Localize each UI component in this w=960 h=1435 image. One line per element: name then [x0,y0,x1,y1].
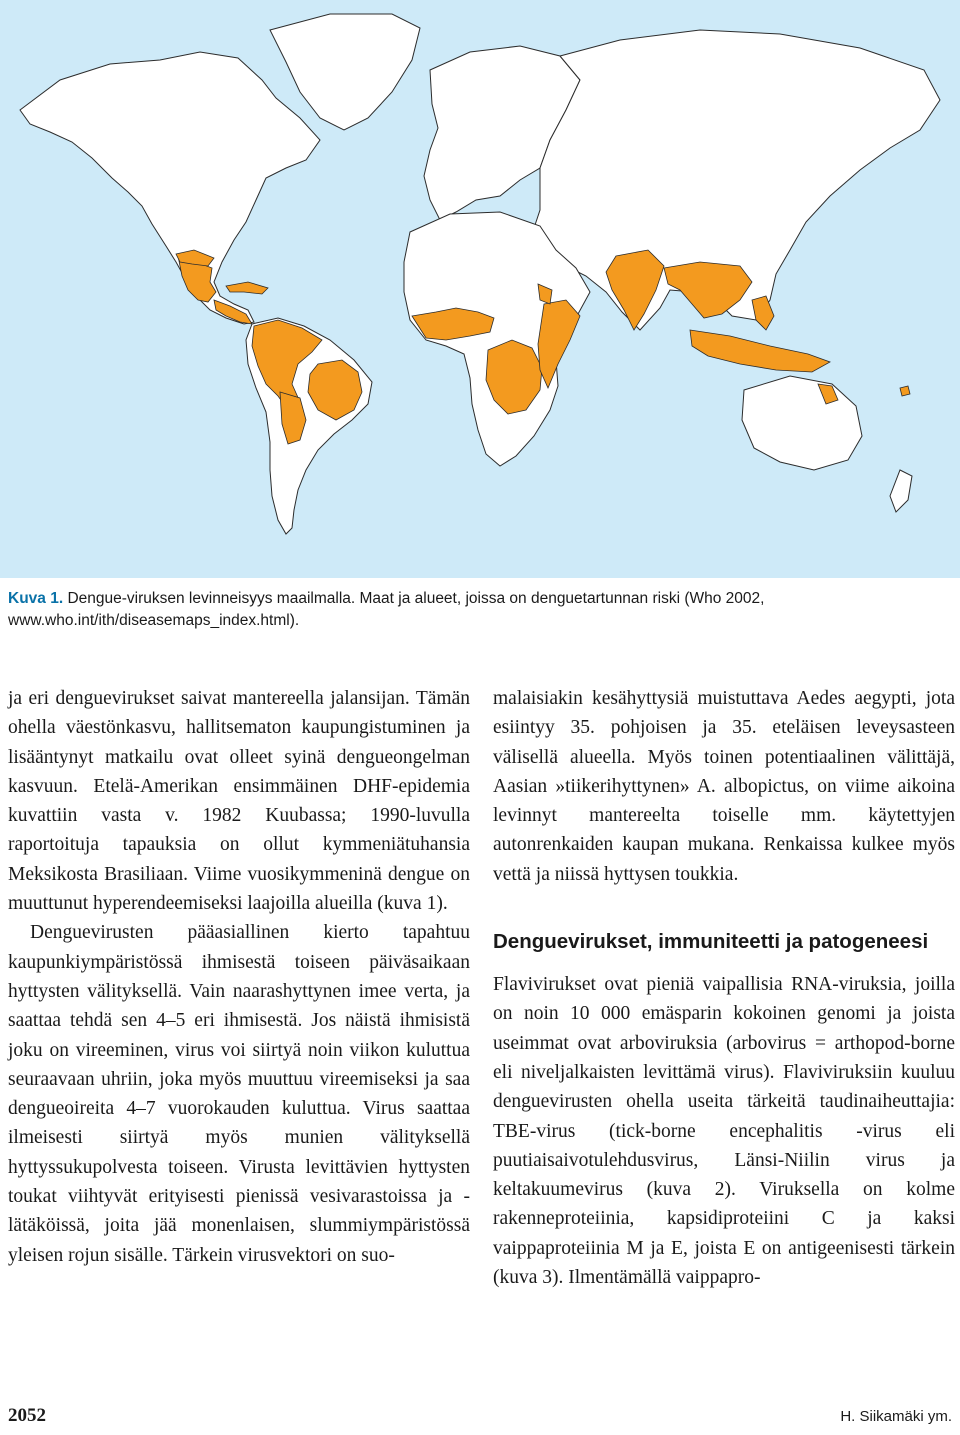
new-zealand-landmass [890,470,912,512]
world-map-panel [0,0,960,578]
right-paragraph-2: Flavivirukset ovat pieniä vaipallisia RNA-viruksia, joilla on noin 10 000 emäsparin kokoinen genomi ja joista useimmat ovat arboviruksia (arbovirus = arthopod-borne eli niveljalkaisten levittämä virus). Flaviviruksiin kuuluu denguevirusten ohella useita tärkeitä taudinaiheuttajia: TBE-virus (tick-borne encephalitis -virus eli puutiaisaivotulehdusvirus, Länsi-Niilin virus ja keltakuumevirus (kuva 2). Viruksella on kolme rakenneproteiinia, kapsidiproteiini C ja kaksi vaippaproteiinia M ja E, joista E on antigeenisesti tärkein (kuva 3). Ilmentämällä vaippapro- [493,974,955,1289]
caption-text: Dengue-viruksen levinneisyys maailmalla. Maat ja alueet, joissa on denguetartunnan riski (Who 2002, www.who.int/ith/diseasemaps_index.html). [8,590,765,629]
indonesia-risk [690,330,830,372]
right-paragraph-1: malaisiakin kesähyttysiä muistuttava Aedes aegypti, jota esiintyy 35. pohjoisen ja 35. eteläisen leveysasteen välisellä alueella. Myös toinen potentiaalinen välittäjä, Aasian »tiikerihyttynen» A. albopictus, on viime aikoina levinnyt mantereelta toiselle mm. käytettyjen autonrenkaiden kaupan mukana. Renkaissa kulkee myös vettä ja niissä hyttysen toukkia. [493,688,955,885]
caption-label: Kuva 1. [8,590,64,607]
australia-landmass [742,376,862,470]
left-paragraph-2: Denguevirusten pääasiallinen kierto tapahtuu kaupunkiympäristössä ihmisestä toiseen päiväsaikaan hyttysten välityksellä. Vain naarashyttynen imee verta, ja saattaa tehdä sen 4–5 eri ihmisestä. Jos näistä ihmisistä joku on vireeminen, virus voi siirtyä noin viikon kuluttua seuraavaan uhriin, joka myös muuttuu vireemiseksi ja saa dengueoireita 4–7 vuorokauden kuluttua. Virus saattaa ilmeisesti siirtyä myös munien välityksellä hyttyssukupolvesta toiseen. Virusta levittävien hyttysten toukat viihtyvät erityisesti pienissä vesivarastoissa ja -lätäköissä, joita jää monenlaisen, slummiympäristössä yleisen rojun sisälle. Tärkein virusvektori on suo- [8,922,470,1266]
footer-authors: H. Siikamäki ym. [840,1408,952,1425]
north-america-landmass [20,52,320,324]
left-paragraph-1: ja eri denguevirukset saivat mantereella jalansijan. Tämän ohella väestönkasvu, hallitsematon kaupungistuminen ja lisääntynyt matkailu ovat olleet syinä dengueongelman kasvuun. Etelä-Amerikan ensimmäinen DHF-epidemia kuvattiin vasta v. 1982 Kuubassa; 1990-luvulla raportoituja tapauksia on ollut kymmeniätuhansia Meksikosta Brasiliaan. Viime vuosikymmeninä dengue on muuttunut hyperendeemiseksi laajoilla alueilla (kuva 1). [8,688,470,915]
east-africa-risk [538,300,580,388]
world-map [0,0,960,578]
india-risk [606,250,664,330]
figure-caption [8,588,953,632]
pacific-islands-risk [900,386,910,396]
page-number: 2052 [8,1405,46,1426]
philippines-risk [752,296,774,330]
caribbean-risk [226,282,268,294]
section-heading: Denguevirukset, immuniteetti ja patogeneesi [493,930,929,954]
left-column [8,684,470,1270]
right-column [493,684,955,1292]
